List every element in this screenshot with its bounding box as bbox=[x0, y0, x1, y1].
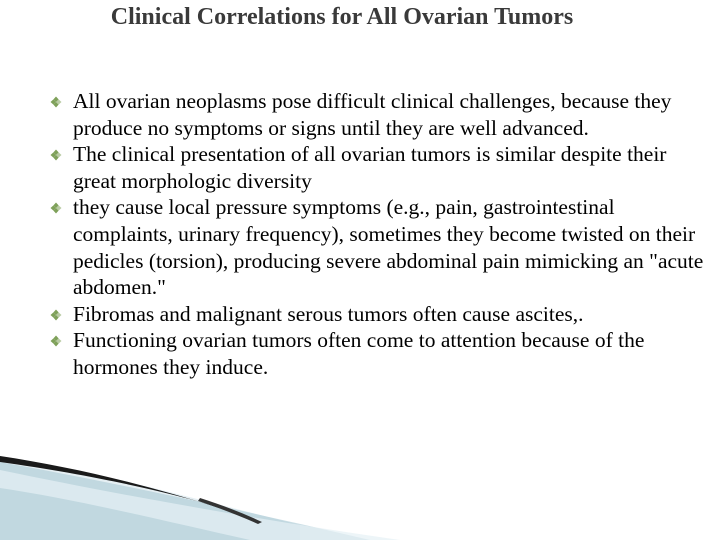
slide-title: Clinical Correlations for All Ovarian Tumors bbox=[110, 4, 574, 30]
swoosh-light-layer bbox=[0, 456, 300, 540]
diamond-bullet-icon bbox=[50, 96, 62, 108]
bullet-item bbox=[50, 194, 710, 300]
bullet-item bbox=[50, 88, 710, 141]
bullet-text: Fibromas and malignant serous tumors often cause ascites,. bbox=[73, 301, 584, 326]
diamond-bullet-icon bbox=[50, 149, 62, 161]
bullet-text: The clinical presentation of all ovarian tumors is similar despite their great morphologic diversity bbox=[73, 142, 667, 193]
bullet-text: they cause local pressure symptoms (e.g., pain, gastrointestinal complaints, urinary frequency), sometimes they become twisted on their pedicles (torsion), producing severe abdominal pain mimicking an "acute abdomen." bbox=[73, 195, 704, 300]
bullet-item bbox=[50, 141, 710, 194]
bullet-text: All ovarian neoplasms pose difficult clinical challenges, because they produce no symptoms or signs until they are well advanced. bbox=[73, 89, 672, 140]
swoosh-dark-stroke bbox=[0, 456, 255, 520]
bullet-item bbox=[50, 327, 710, 380]
diamond-bullet-icon bbox=[50, 202, 62, 214]
bullet-item bbox=[50, 301, 710, 328]
diamond-bullet-icon bbox=[50, 335, 62, 347]
bullet-text: Functioning ovarian tumors often come to attention because of the hormones they induce. bbox=[73, 328, 645, 379]
bullet-list bbox=[50, 88, 710, 381]
swoosh-highlight-layer bbox=[0, 470, 400, 540]
diamond-bullet-icon bbox=[50, 309, 62, 321]
swoosh-mid-layer bbox=[0, 462, 370, 540]
swoosh-dark-tail bbox=[198, 498, 262, 524]
